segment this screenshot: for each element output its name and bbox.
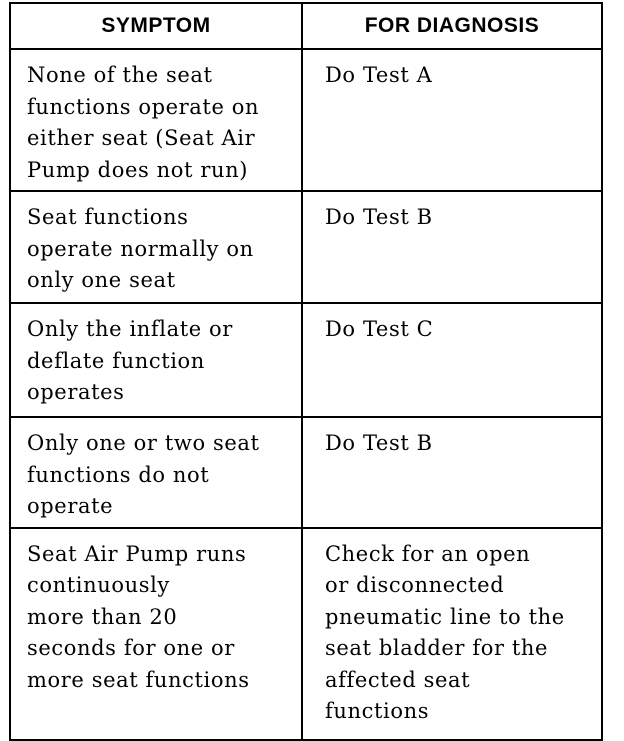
diagnosis-text: Do Test C bbox=[325, 317, 434, 341]
symptom-cell bbox=[10, 191, 302, 303]
diagnosis-cell bbox=[302, 49, 602, 191]
diagnosis-cell bbox=[302, 417, 602, 528]
symptom-cell bbox=[10, 417, 302, 528]
symptom-cell bbox=[10, 49, 302, 191]
diagnosis-table bbox=[9, 2, 603, 741]
diagnosis-text: Check for an open or disconnected pneumatic line to the seat bladder for the affected seat functions bbox=[325, 541, 565, 723]
diagnosis-cell bbox=[302, 191, 602, 303]
diagnosis-text: Do Test A bbox=[325, 63, 433, 87]
table-row bbox=[10, 528, 602, 740]
symptom-cell bbox=[10, 528, 302, 740]
symptom-text: Seat Air Pump runs continuously more than 20 seconds for one or more seat functions bbox=[27, 541, 250, 692]
symptom-text: Only one or two seat functions do not operate bbox=[27, 431, 260, 518]
symptom-column-header: SYMPTOM bbox=[10, 3, 302, 49]
diagnosis-column-header: FOR DIAGNOSIS bbox=[302, 3, 602, 49]
table-row bbox=[10, 417, 602, 528]
symptom-text: Seat functions operate normally on only one seat bbox=[27, 205, 254, 292]
symptom-text: Only the inflate or deflate function operates bbox=[27, 317, 233, 404]
symptom-text: None of the seat functions operate on either seat (Seat Air Pump does not run) bbox=[27, 63, 260, 182]
table-row bbox=[10, 49, 602, 191]
table-header-row bbox=[10, 3, 602, 49]
diagnosis-text: Do Test B bbox=[325, 205, 433, 229]
table-row bbox=[10, 303, 602, 417]
symptom-cell bbox=[10, 303, 302, 417]
diagnosis-cell bbox=[302, 303, 602, 417]
table-row bbox=[10, 191, 602, 303]
diagnosis-text: Do Test B bbox=[325, 431, 433, 455]
diagnosis-cell bbox=[302, 528, 602, 740]
